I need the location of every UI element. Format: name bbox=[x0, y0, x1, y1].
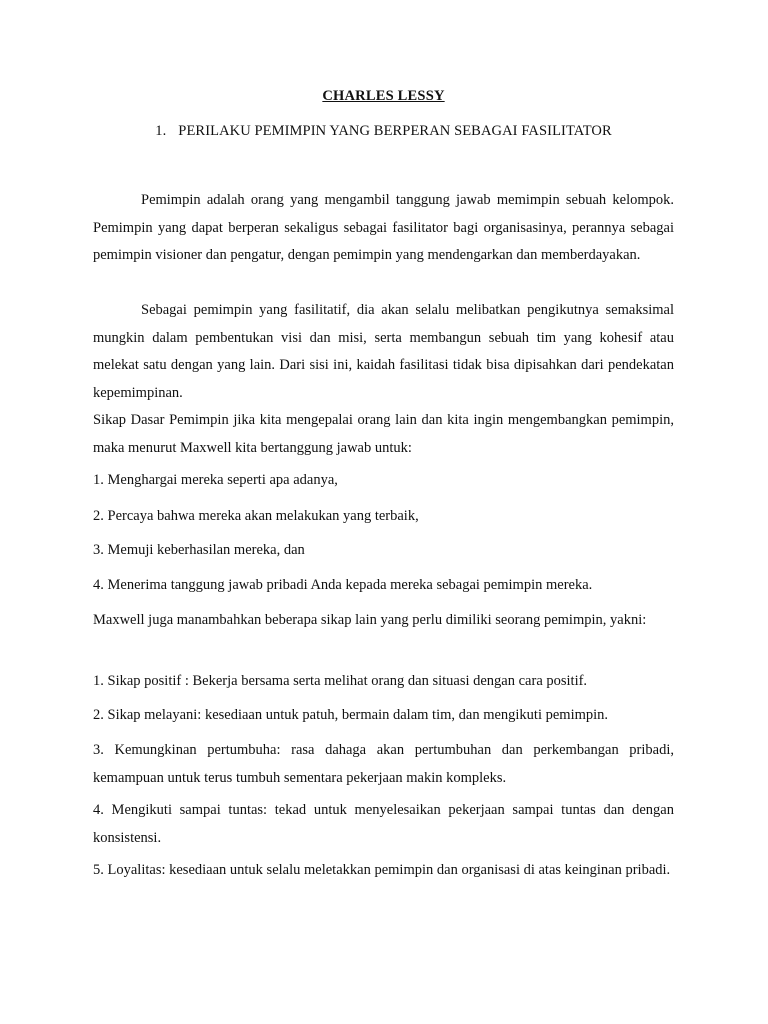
paragraph-3: Sikap Dasar Pemimpin jika kita mengepalai orang lain dan kita ingin mengembangkan pemimpin, maka menurut Maxwell kita bertanggung jawab untuk: bbox=[93, 412, 674, 456]
list-item-3: 3. Memuji keberhasilan mereka, dan bbox=[93, 542, 305, 558]
attitude-item-4: 4. Mengikuti sampai tuntas: tekad untuk menyelesaikan pekerjaan sampai tuntas dan dengan konsistensi. bbox=[93, 802, 674, 846]
section-heading bbox=[93, 123, 674, 140]
section-heading-text: PERILAKU PEMIMPIN YANG BERPERAN SEBAGAI FASILITATOR bbox=[178, 123, 612, 139]
paragraph-1: Pemimpin adalah orang yang mengambil tanggung jawab memimpin sebuah kelompok. Pemimpin yang dapat berperan sekaligus sebagai fasilitator bagi organisasinya, perannya sebagai pemimpin visioner dan pengatur, dengan pemimpin yang mendengarkan dan memberdayakan. bbox=[93, 192, 674, 263]
attitude-item-2: 2. Sikap melayani: kesediaan untuk patuh, bermain dalam tim, dan mengikuti pemimpin. bbox=[93, 707, 609, 723]
paragraph-2: Sebagai pemimpin yang fasilitatif, dia akan selalu melibatkan pengikutnya semaksimal mungkin dalam pembentukan visi dan misi, serta membangun sebuah tim yang kohesif atau melekat satu dengan yang lain. Dari sisi ini, kaidah fasilitasi tidak bisa dipisahkan dari pendekatan kepemimpinan. bbox=[93, 302, 674, 401]
document-title: CHARLES LESSY bbox=[322, 88, 445, 104]
list-item-2: 2. Percaya bahwa mereka akan melakukan yang terbaik, bbox=[93, 508, 419, 524]
paragraph-4: Maxwell juga manambahkan beberapa sikap lain yang perlu dimiliki seorang pemimpin, yakni: bbox=[93, 612, 647, 628]
attitude-item-1: 1. Sikap positif : Bekerja bersama serta melihat orang dan situasi dengan cara positif. bbox=[93, 673, 588, 689]
section-heading-number: 1. bbox=[155, 123, 167, 139]
attitude-item-5: 5. Loyalitas: kesediaan untuk selalu meletakkan pemimpin dan organisasi di atas keinginan pribadi. bbox=[93, 862, 671, 878]
list-item-4: 4. Menerima tanggung jawab pribadi Anda kepada mereka sebagai pemimpin mereka. bbox=[93, 577, 593, 593]
attitude-item-3: 3. Kemungkinan pertumbuha: rasa dahaga akan pertumbuhan dan perkembangan pribadi, kemampuan untuk terus tumbuh sementara pekerjaan makin kompleks. bbox=[93, 742, 674, 786]
list-item-1: 1. Menghargai mereka seperti apa adanya, bbox=[93, 472, 338, 488]
